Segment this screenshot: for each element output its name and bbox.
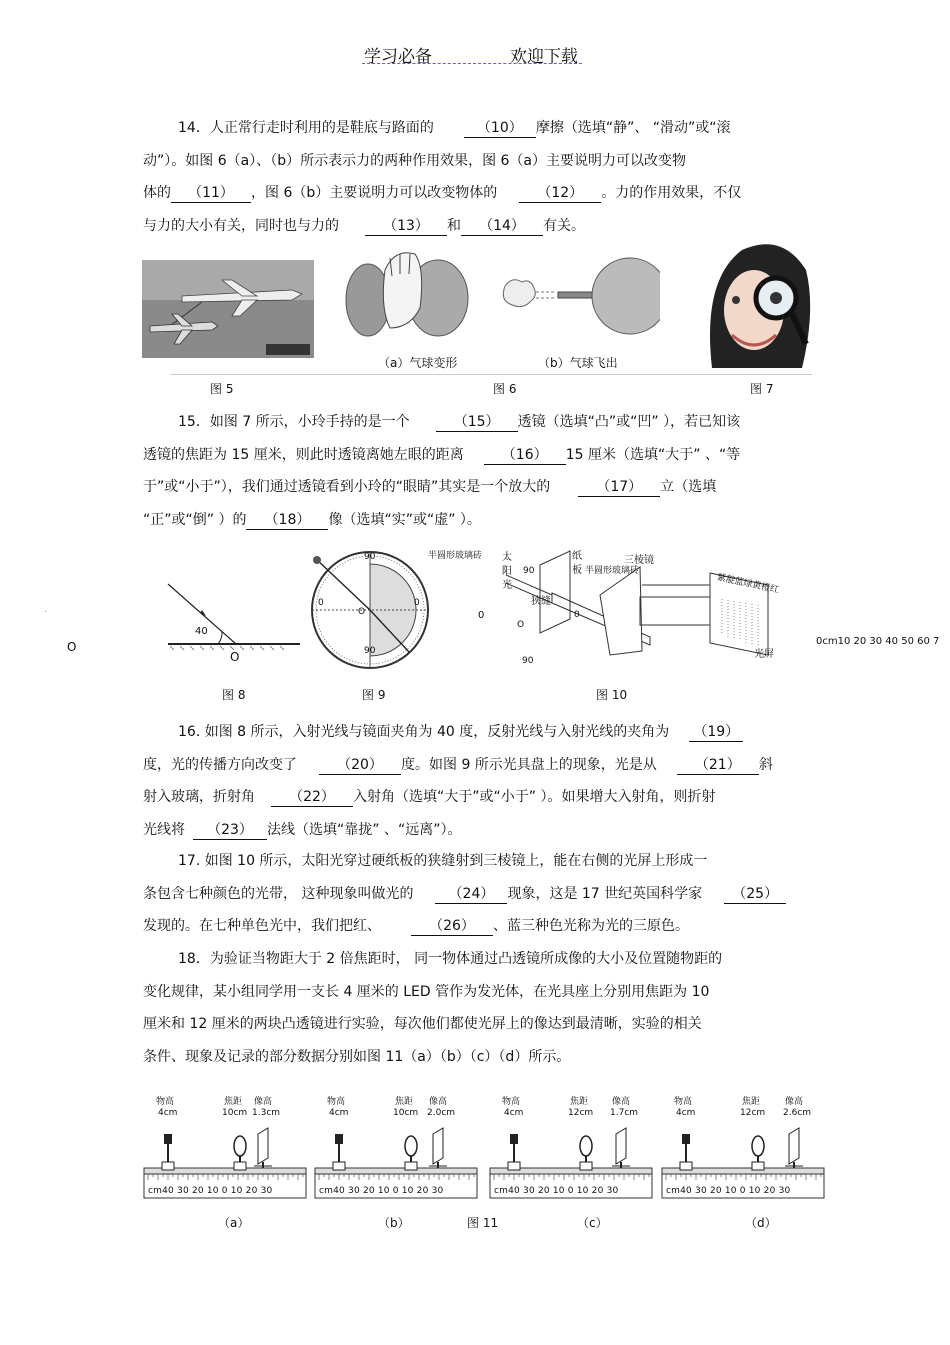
stray-0: 0 (478, 610, 485, 621)
ruler-scale: cm40 30 20 10 0 10 20 30 (666, 1186, 791, 1196)
panel-caption: （a） (218, 1216, 250, 1230)
image-height-value: 2.0cm (427, 1108, 456, 1118)
label-f10-90-bottom: 90 (522, 656, 534, 666)
disk-90-bottom: 90 (364, 646, 376, 656)
object-height-value: 4cm (158, 1108, 178, 1118)
image-height-label: 像高 (254, 1097, 273, 1107)
blank-20: （20） (319, 756, 401, 775)
ruler-scale: cm40 30 20 10 0 10 20 30 (148, 1186, 273, 1196)
object-height-label: 物高 (502, 1097, 521, 1107)
point-o-label: O (230, 650, 240, 664)
balloon-deformed (346, 253, 468, 336)
label-fig7: 图 7 (750, 382, 774, 396)
object-height-value: 4cm (676, 1108, 696, 1118)
focal-length-value: 12cm (740, 1108, 766, 1118)
label-fig9: 图 9 (362, 688, 386, 702)
focal-length-label: 焦距 (395, 1097, 414, 1107)
panel-caption: （b） (378, 1216, 410, 1230)
caption-6a: （a）气球变形 (378, 356, 458, 370)
focal-length-value: 10cm (393, 1108, 419, 1118)
blank-21: （21） (677, 756, 759, 775)
panel-caption: （c） (577, 1216, 608, 1230)
label-fig6: 图 6 (493, 382, 517, 396)
label-f10-90-top: 90 (523, 566, 535, 576)
ruler-scale: cm40 30 20 10 0 10 20 30 (494, 1186, 619, 1196)
label-slit: 狭缝 (531, 596, 551, 607)
image-height-value: 2.6cm (783, 1108, 812, 1118)
balloon-flying (503, 258, 660, 334)
disk-0-right: 0 (414, 598, 420, 608)
label-fig11: 图 11 (467, 1216, 499, 1230)
question-18: 18．为验证当物距大于 2 倍焦距时， 同一物体通过凸透镜所成像的大小及位置随物距的 变化规律，某小组同学用一支长 4 厘米的 LED 管作为发光体，在光具座上分别用焦距为 10 厘米和 12 厘米的两块凸透镜进行实验，每次他们都使光屏上的像达到最清晰，实验的相关 条件、现象及记录的部分数据分别如图 11（a）（b）（c）（d）所示。 (143, 951, 723, 1065)
blank-23: （23） (193, 821, 267, 840)
question-16: 16. 如图 8 所示，入射光线与镜面夹角为 40 度，反射光线与入射光线的夹角为 （19） 度，光的传播方向改变了 （20） 度。如图 9 所示光具盘上的现象，光是从 （21） 斜 射入玻璃，折射角 （22） 入射角（选填“大于”或“小于” ）。如果增大入射角，则折射 光线将 （23） 法线（选填“靠拢” 、“远离”）。 (143, 724, 773, 838)
blank-12: （12） (519, 184, 601, 203)
image-height-label: 像高 (785, 1097, 804, 1107)
image-height-value: 1.7cm (610, 1108, 639, 1118)
focal-length-value: 10cm (222, 1108, 248, 1118)
image-height-label: 像高 (429, 1097, 448, 1107)
blank-16: （16） (484, 446, 566, 465)
disk-90-top: 90 (364, 552, 376, 562)
label-f10-glass: 半圆形玻璃砖 (585, 566, 640, 576)
image-height-label: 像高 (612, 1097, 631, 1107)
label-sun-2: 阳 (502, 566, 512, 577)
panel-caption: （d） (745, 1216, 777, 1230)
blank-18: （18） (246, 511, 328, 530)
blank-14: （14） (461, 217, 543, 236)
caption-6b: （b）气球飞出 (538, 356, 618, 370)
blank-25: （25） (724, 885, 786, 904)
label-f10-o: O (517, 620, 525, 630)
angle-40-label: 40 (195, 626, 208, 637)
disk-glass-label: 半圆形玻璃砖 (428, 551, 483, 561)
label-o-left: O (67, 640, 77, 654)
blank-22: （22） (271, 788, 353, 807)
label-fig8: 图 8 (222, 688, 246, 702)
label-paper-1: 纸 (572, 551, 582, 562)
label-prism: 三棱镜 (624, 555, 654, 566)
blank-10: （10） (464, 119, 536, 138)
object-height-label: 物高 (674, 1097, 693, 1107)
focal-length-label: 焦距 (224, 1097, 243, 1107)
label-fig10: 图 10 (596, 688, 628, 702)
blank-19: （19） (689, 723, 743, 742)
figure-6-balloons (340, 248, 660, 348)
image-height-value: 1.3cm (252, 1108, 281, 1118)
figure-8-reflection (166, 580, 302, 650)
header-right: 欢迎下载 (510, 47, 578, 67)
disk-0-left: 0 (318, 598, 324, 608)
object-height-label: 物高 (156, 1097, 175, 1107)
label-paper-2: 板 (572, 565, 582, 576)
blank-15: （15） (436, 413, 518, 432)
focal-length-label: 焦距 (742, 1097, 761, 1107)
focal-length-label: 焦距 (570, 1097, 589, 1107)
label-spectrum-colors: 紫靛蓝绿黄橙红 (715, 572, 780, 596)
blank-26: （26） (411, 917, 493, 936)
label-f10-0: 0 (574, 610, 580, 620)
blank-17: （17） (578, 478, 660, 497)
label-sun-3: 光 (502, 580, 512, 591)
label-screen: 光屏 (754, 649, 774, 660)
focal-length-value: 12cm (568, 1108, 594, 1118)
question-14: 14．人正常行走时利用的是鞋底与路面的 （10） 摩擦（选填“静”、 “滑动”或“滚 动”）。如图 6（a）、（b）所示表示力的两种作用效果，图 6（a）主要说明力可以改变物 体的 （11） ，图 6（b）主要说明力可以改变物体的 （12） 。力的作用效果，不仅 与力的大小有关，同时也与力的 （13） 和 （14） 有关。 (143, 120, 742, 234)
figure-row-divider (170, 374, 812, 375)
question-17: 17. 如图 10 所示，太阳光穿过硬纸板的狭缝射到三棱镜上，能在右侧的光屏上形成一 条包含七种颜色的光带， 这种现象叫做光的 （24） 现象，这是 17 世纪英国科学家 （25） 发现的。在七种单色光中，我们把红、 （26） 、蓝三种色光称为光的三原色。 (143, 845, 813, 943)
object-height-label: 物高 (327, 1097, 346, 1107)
ruler-scale: cm40 30 20 10 0 10 20 30 (319, 1186, 444, 1196)
blank-13: （13） (365, 217, 447, 236)
stray-ruler-text: 0cm10 20 30 40 50 60 7 (816, 636, 940, 647)
blank-11: （11） (171, 184, 251, 203)
disk-o: O (358, 607, 366, 617)
label-fig5: 图 5 (210, 382, 234, 396)
header-rule (362, 63, 582, 64)
blank-24: （24） (435, 885, 507, 904)
prism (600, 567, 642, 655)
figure-5-planes (142, 260, 314, 358)
object-height-value: 4cm (504, 1108, 524, 1118)
header-left: 学习必备 (364, 47, 432, 67)
object-height-value: 4cm (329, 1108, 349, 1118)
figure-7-girl-with-lens (702, 240, 814, 368)
question-15: 15．如图 7 所示，小玲手持的是一个 （15） 透镜（选填“凸”或“凹” ），若已知该 透镜的焦距为 15 厘米，则此时透镜离她左眼的距离 （16） 15 厘米（选填“大于” 、“等 于”或“小于”），我们通过透镜看到小玲的“眼睛”其实是一个放大的 （17） 立（选填 “正”或“倒” ）的 （18） 像（选填“实”或“虚” ）。 (143, 414, 741, 528)
label-sun-1: 太 (502, 552, 512, 563)
